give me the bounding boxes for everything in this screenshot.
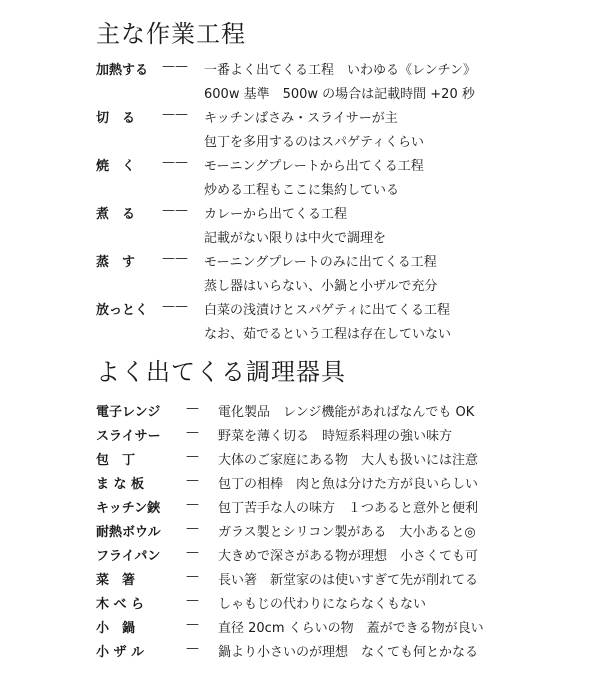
process-row-continued xyxy=(0,225,610,247)
dash-separator: —— xyxy=(162,59,188,74)
utensil-row xyxy=(0,615,610,637)
utensil-row xyxy=(0,447,610,469)
utensil-description: 長い箸 新堂家のは使いすぎて先が削れてる xyxy=(218,573,479,588)
utensil-term: フライパン xyxy=(96,549,161,564)
dash-separator: —— xyxy=(162,155,188,170)
utensil-description: 電化製品 レンジ機能があればなんでも OK xyxy=(218,405,475,420)
utensil-description: 直径 20cm くらいの物 蓋ができる物が良い xyxy=(218,621,484,636)
process-term: 放っとく xyxy=(96,303,149,318)
dash-separator: — xyxy=(186,425,199,440)
utensil-row xyxy=(0,495,610,517)
utensil-row xyxy=(0,471,610,493)
utensil-term: 菜 箸 xyxy=(96,573,136,588)
utensil-term: 小 鍋 xyxy=(96,621,136,636)
utensil-row xyxy=(0,543,610,565)
dash-separator: — xyxy=(186,569,199,584)
section-title-processes: 主な作業工程 xyxy=(96,20,246,48)
process-description: 包丁を多用するのはスパゲティくらい xyxy=(204,135,424,150)
process-description: モーニングプレートから出てくる工程 xyxy=(204,159,424,174)
process-row xyxy=(0,105,610,127)
utensil-row xyxy=(0,423,610,445)
process-term: 切 る xyxy=(96,111,136,126)
dash-separator: — xyxy=(186,401,199,416)
section-title-utensils: よく出てくる調理器具 xyxy=(96,358,346,386)
process-row xyxy=(0,249,610,271)
process-term: 蒸 す xyxy=(96,255,136,270)
dash-separator: — xyxy=(186,545,199,560)
utensil-row xyxy=(0,591,610,613)
dash-separator: —— xyxy=(162,203,188,218)
process-row xyxy=(0,57,610,79)
dash-separator: —— xyxy=(162,299,188,314)
process-description: 一番よく出てくる工程 いわゆる《レンチン》 xyxy=(204,63,477,78)
process-description: なお、茹でるという工程は存在していない xyxy=(204,327,452,342)
dash-separator: — xyxy=(186,617,199,632)
dash-separator: — xyxy=(186,641,199,656)
process-row xyxy=(0,201,610,223)
utensil-row xyxy=(0,399,610,421)
utensil-description: ガラス製とシリコン製がある 大小あると◎ xyxy=(218,525,476,540)
process-description: 600w 基準 500w の場合は記載時間 +20 秒 xyxy=(204,87,475,102)
dash-separator: —— xyxy=(162,251,188,266)
process-row-continued xyxy=(0,177,610,199)
process-row xyxy=(0,297,610,319)
dash-separator: — xyxy=(186,521,199,536)
process-term: 煮 る xyxy=(96,207,136,222)
process-row-continued xyxy=(0,129,610,151)
utensil-row xyxy=(0,567,610,589)
dash-separator: — xyxy=(186,473,199,488)
utensil-term: 耐熱ボウル xyxy=(96,525,161,540)
process-description: キッチンばさみ・スライサーが主 xyxy=(204,111,398,126)
process-description: 記載がない限りは中火で調理を xyxy=(204,231,387,246)
utensil-description: 大きめで深さがある物が理想 小さくても可 xyxy=(218,549,479,564)
utensil-term: 小 ザ ル xyxy=(96,645,145,660)
dash-separator: — xyxy=(186,497,199,512)
process-term: 焼 く xyxy=(96,159,136,174)
utensil-term: 包 丁 xyxy=(96,453,136,468)
process-description: 炒める工程もここに集約している xyxy=(204,183,400,198)
process-description: 白菜の浅漬けとスパゲティに出てくる工程 xyxy=(204,303,450,318)
utensil-description: しゃもじの代わりにならなくもない xyxy=(218,597,427,612)
process-description: モーニングプレートのみに出てくる工程 xyxy=(204,255,437,270)
process-description: カレーから出てくる工程 xyxy=(204,207,348,222)
utensil-description: 鍋より小さいのが理想 なくても何とかなる xyxy=(218,645,479,660)
utensil-description: 野菜を薄く切る 時短系料理の強い味方 xyxy=(218,429,453,444)
process-term: 加熱する xyxy=(96,63,149,78)
dash-separator: — xyxy=(186,449,199,464)
utensil-description: 大体のご家庭にある物 大人も扱いには注意 xyxy=(218,453,479,468)
process-row-continued xyxy=(0,81,610,103)
process-row xyxy=(0,153,610,175)
utensil-term: スライサー xyxy=(96,429,161,444)
utensil-description: 包丁の相棒 肉と魚は分けた方が良いらしい xyxy=(218,477,479,492)
utensil-description: 包丁苦手な人の味方 １つあると意外と便利 xyxy=(218,501,479,516)
utensil-term: 木 べ ら xyxy=(96,597,145,612)
utensil-term: キッチン鋏 xyxy=(96,501,161,516)
utensil-row xyxy=(0,519,610,541)
process-row-continued xyxy=(0,273,610,295)
utensil-term: 電子レンジ xyxy=(96,405,161,420)
dash-separator: —— xyxy=(162,107,188,122)
process-row-continued xyxy=(0,321,610,343)
utensil-row xyxy=(0,639,610,661)
utensil-term: ま な 板 xyxy=(96,477,145,492)
process-description: 蒸し器はいらない、小鍋と小ザルで充分 xyxy=(204,279,438,294)
dash-separator: — xyxy=(186,593,199,608)
